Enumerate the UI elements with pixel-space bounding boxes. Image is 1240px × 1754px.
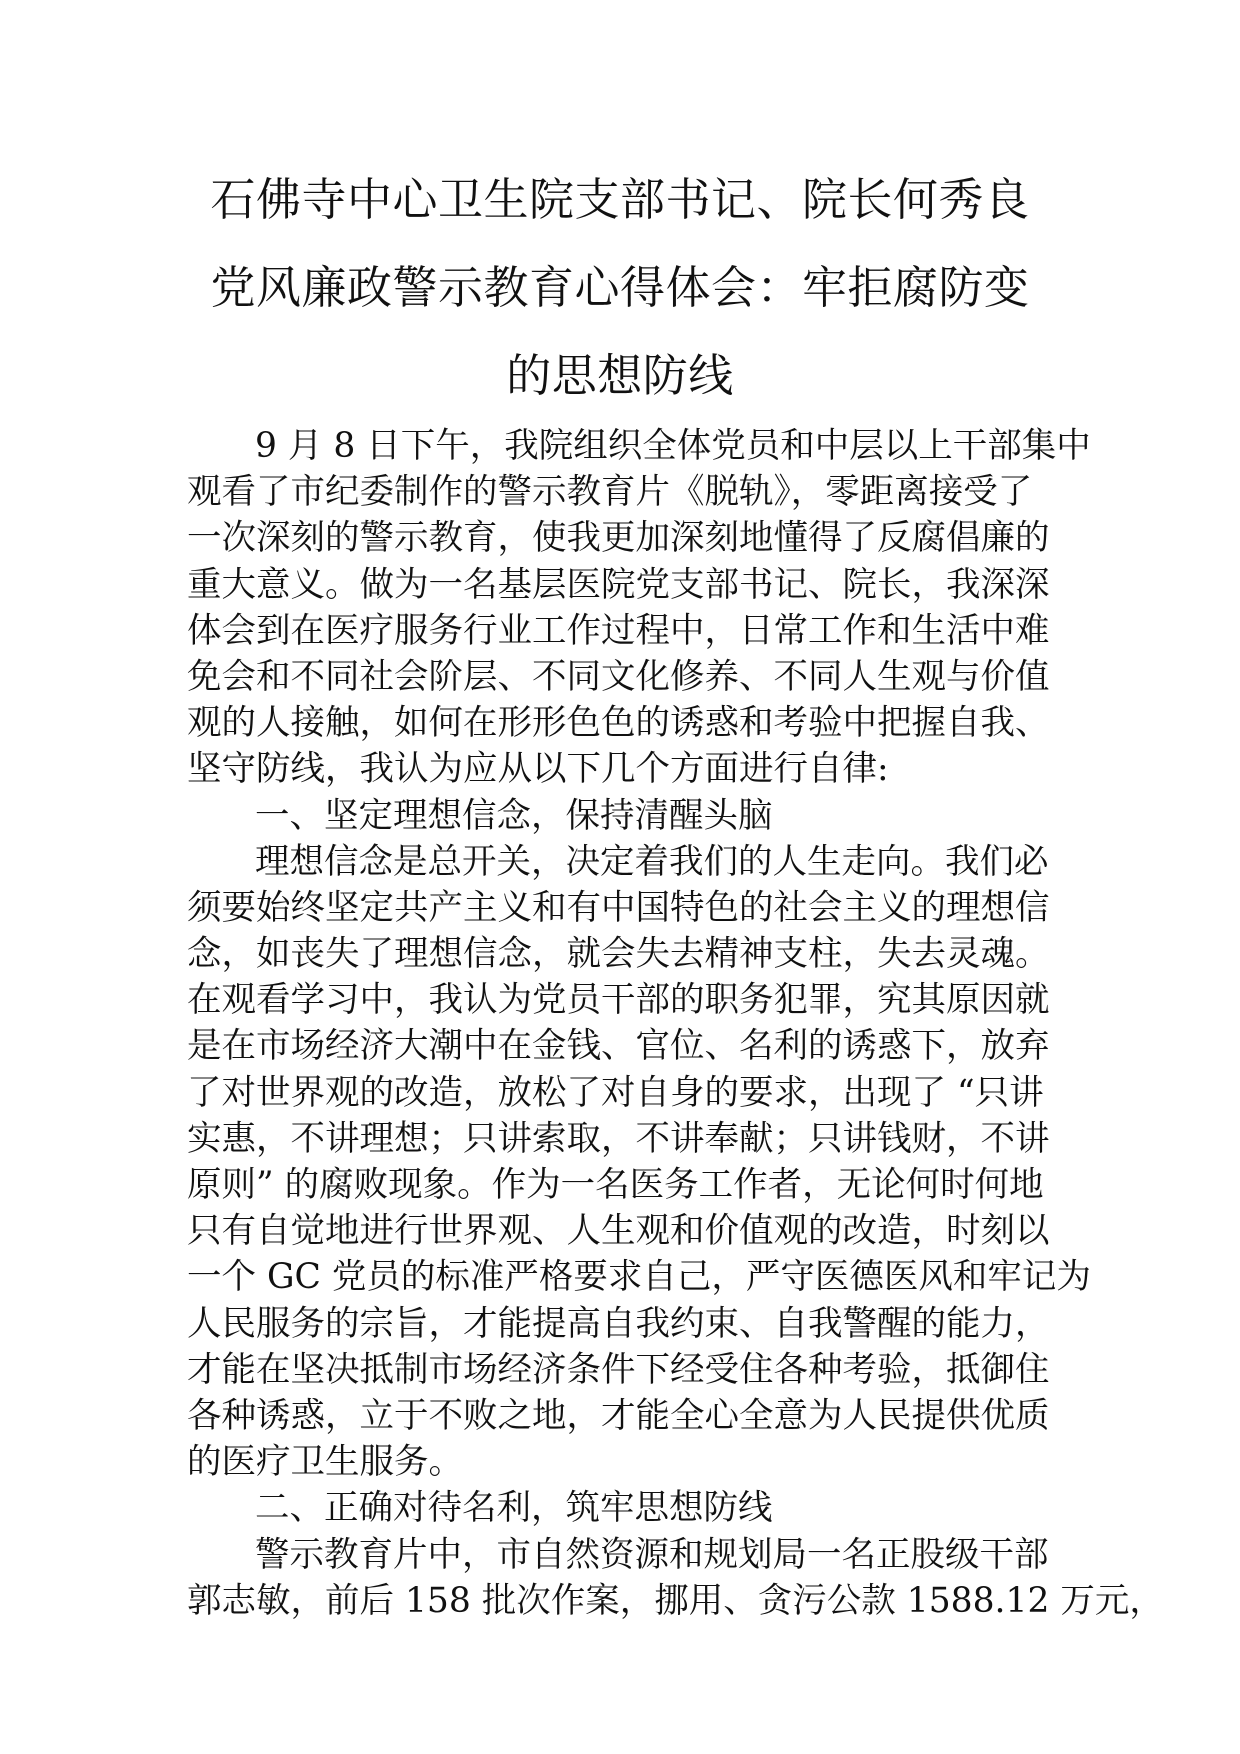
paragraph-line: 9 月 8 日下午，我院组织全体党员和中层以上干部集中 [255, 426, 1091, 466]
paragraph-line: 一次深刻的警示教育，使我更加深刻地懂得了反腐倡廉的 [187, 518, 1050, 559]
paragraph-line: 坚守防线，我认为应从以下几个方面进行自律: [187, 749, 889, 790]
paragraph-line: 才能在坚决抵制市场经济条件下经受住各种考验，抵御住 [187, 1349, 1050, 1390]
title-line: 党风廉政警示教育心得体会：牢拒腐防变 [210, 261, 1030, 314]
paragraph-line: 只有自觉地进行世界观、人生观和价值观的改造，时刻以 [187, 1211, 1050, 1252]
paragraph-line: 观看了市纪委制作的警示教育片《脱轨》，零距离接受了 [187, 472, 1033, 513]
paragraph-line: 的医疗卫生服务。 [187, 1442, 463, 1483]
paragraph-line: 免会和不同社会阶层、不同文化修养、不同人生观与价值 [187, 656, 1050, 697]
paragraph-line: 念，如丧失了理想信念，就会失去精神支柱，失去灵魂。 [187, 934, 1050, 975]
paragraph-line: 是在市场经济大潮中在金钱、官位、名利的诱惑下，放弃 [187, 1026, 1050, 1067]
paragraph-line: 须要始终坚定共产主义和有中国特色的社会主义的理想信 [187, 887, 1050, 928]
title-line: 的思想防线 [506, 349, 734, 402]
paragraph-line: 在观看学习中，我认为党员干部的职务犯罪，究其原因就 [187, 980, 1050, 1021]
section-heading-1: 一、坚定理想信念，保持清醒头脑 [255, 795, 773, 836]
paragraph-line: 原则” 的腐败现象。作为一名医务工作者，无论何时何地 [187, 1165, 1044, 1205]
paragraph-line: 体会到在医疗服务行业工作过程中，日常工作和生活中难 [187, 610, 1050, 651]
document-title [160, 156, 1080, 420]
paragraph-line: 警示教育片中，市自然资源和规划局一名正股级干部 [255, 1534, 1049, 1575]
paragraph-line: 一个 GC 党员的标准严格要求自己，严守医德医风和牢记为 [187, 1257, 1091, 1298]
document-body [187, 423, 1164, 1624]
paragraph-line: 了对世界观的改造，放松了对自身的要求，出现了 “只讲 [187, 1072, 1044, 1113]
paragraph-line: 人民服务的宗旨，才能提高自我约束、自我警醒的能力， [187, 1303, 1050, 1344]
title-line: 石佛寺中心卫生院支部书记、院长何秀良 [210, 173, 1030, 226]
paragraph-line: 郭志敏，前后 158 批次作案，挪用、贪污公款 1588.12 万元， [187, 1580, 1164, 1621]
paragraph-line: 观的人接触，如何在形形色色的诱惑和考验中把握自我、 [187, 703, 1050, 744]
paragraph-line: 重大意义。做为一名基层医院党支部书记、院长，我深深 [187, 564, 1050, 605]
section-heading-2: 二、正确对待名利，筑牢思想防线 [255, 1488, 773, 1529]
paragraph-line: 理想信念是总开关，决定着我们的人生走向。我们必 [255, 841, 1049, 882]
paragraph-line: 实惠，不讲理想；只讲索取，不讲奉献；只讲钱财，不讲 [187, 1118, 1050, 1159]
paragraph-line: 各种诱惑，立于不败之地，才能全心全意为人民提供优质 [187, 1395, 1050, 1436]
